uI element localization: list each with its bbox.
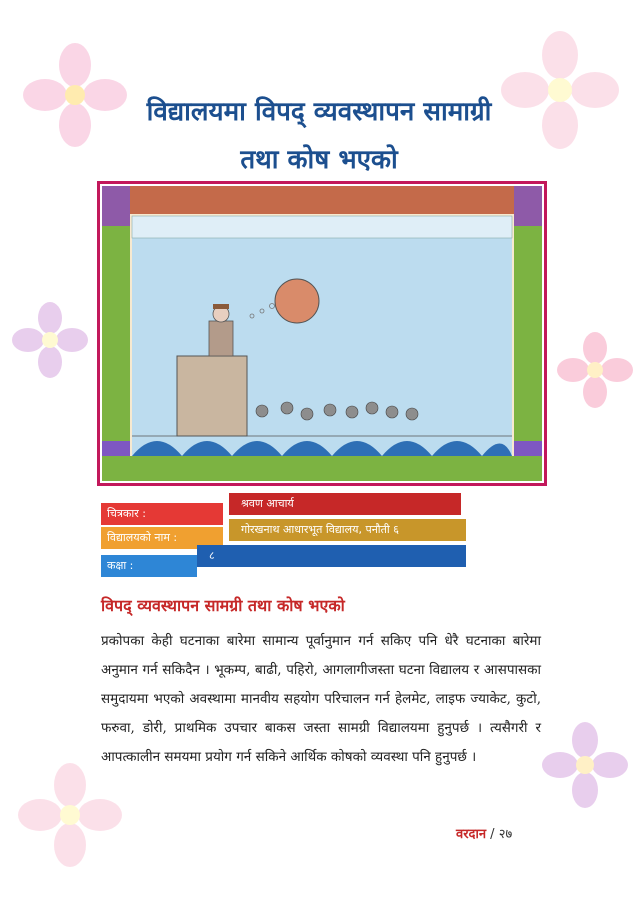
class-value: ८ [197, 545, 466, 567]
section-heading: विपद् व्यवस्थापन सामग्री तथा कोष भएको [101, 596, 345, 615]
page-title-line-1: विद्यालयमा विपद् व्यवस्थापन सामाग्री [146, 97, 492, 127]
artist-row [101, 499, 461, 521]
artwork-image [97, 181, 547, 486]
school-value: गोरखनाथ आधारभूत विद्यालय, पनौती ६ [229, 519, 466, 541]
school-label: विद्यालयको नाम : [101, 527, 223, 549]
class-label: कक्षा : [101, 555, 197, 577]
artist-label: चित्रकार : [101, 503, 223, 525]
page-number: २७ [498, 827, 513, 842]
page-title-line-2: तथा कोष भएको [240, 145, 398, 175]
artist-value: श्रवण आचार्य [229, 493, 461, 515]
flower-decoration-bottom-left [15, 760, 125, 870]
footer-separator: / [486, 827, 499, 842]
flower-decoration-top-right [500, 30, 620, 150]
section-paragraph: प्रकोपका केही घटनाका बारेमा सामान्य पूर्वानुमान गर्न सकिए पनि धेरै घटनाका बारेमा अनुमान गर्न सकिदैन । भूकम्प, बाढी, पहिरो, आगलागीजस्ता घटना विद्यालय र आसपासका समुदायमा भएको अवस्थामा मानवीय सहयोग परिचालन गर्न हेलमेट, लाइफ ज्याकेट, कुटो, फरुवा, डोरी, प्राथमिक उपचार बाकस जस्ता सामग्री विद्यालयमा हुनुपर्छ । त्यसैगरी र आपत्कालीन समयमा प्रयोग गर्न सकिने आर्थिक कोषको व्यवस्था पनि हुनुपर्छ । [101, 633, 541, 765]
page-footer [456, 824, 512, 842]
flower-decoration-bottom-right [540, 720, 630, 810]
flower-decoration-right-mid [555, 330, 635, 410]
flower-decoration-left-mid [10, 300, 90, 380]
stage-drawing [102, 186, 542, 481]
class-row [101, 549, 466, 571]
footer-brand: वरदान [456, 827, 487, 842]
school-row [101, 523, 466, 545]
